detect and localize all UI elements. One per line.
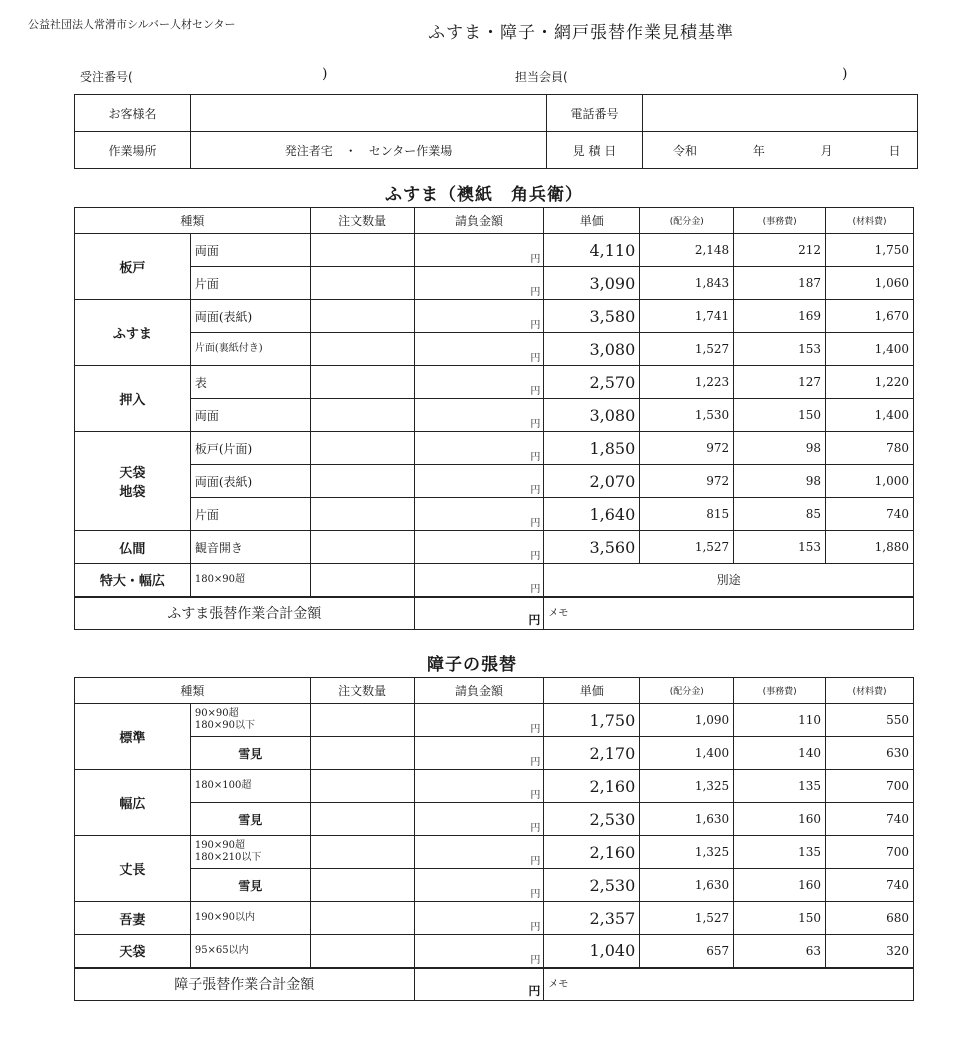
phone-field[interactable] xyxy=(643,95,918,132)
fusuma-section-title: ふすま（襖紙 角兵衛） xyxy=(385,185,583,205)
distribution-value: 657 xyxy=(640,935,734,968)
memo-field[interactable]: メモ xyxy=(544,597,914,630)
material-cost-value: 630 xyxy=(826,737,914,770)
unit-price: 2,160 xyxy=(544,770,640,803)
unit-price: 3,080 xyxy=(544,399,640,432)
variant-label: 両面(表紙) xyxy=(190,465,310,498)
group-label: 板戸 xyxy=(75,234,191,300)
group-label: 吾妻 xyxy=(75,902,191,935)
contract-amount-field[interactable]: 円 xyxy=(414,770,544,803)
variant-label: 片面 xyxy=(190,267,310,300)
unit-price: 2,170 xyxy=(544,737,640,770)
office-fee-value: 140 xyxy=(734,737,826,770)
group-label: 天袋 xyxy=(75,935,191,968)
distribution-value: 1,400 xyxy=(640,737,734,770)
group-label: 押入 xyxy=(75,366,191,432)
contract-amount-field[interactable]: 円 xyxy=(414,564,544,597)
variant-label: 板戸(片面) xyxy=(190,432,310,465)
contract-amount-field[interactable]: 円 xyxy=(414,836,544,869)
office-fee-value: 160 xyxy=(734,869,826,902)
contract-amount-field[interactable]: 円 xyxy=(414,498,544,531)
table-row xyxy=(75,366,914,399)
unit-price: 3,090 xyxy=(544,267,640,300)
shoji-section-title: 障子の張替 xyxy=(427,655,517,675)
quantity-field[interactable] xyxy=(310,531,414,564)
unit-price: 1,750 xyxy=(544,704,640,737)
header-contract-amount: 請負金額 xyxy=(414,208,544,234)
total-row xyxy=(75,968,914,1001)
variant-label: 95×65以内 xyxy=(190,935,310,968)
header-material-cost: (材料費) xyxy=(826,678,914,704)
quantity-field[interactable] xyxy=(310,432,414,465)
contract-amount-field[interactable]: 円 xyxy=(414,300,544,333)
table-row xyxy=(75,498,914,531)
estimate-date-field[interactable]: 令和 年 月 日 xyxy=(643,132,918,169)
table-row xyxy=(75,803,914,836)
material-cost-value: 1,400 xyxy=(826,399,914,432)
header-unit-price: 単価 xyxy=(544,678,640,704)
variant-label: 片面 xyxy=(190,498,310,531)
office-fee-value: 63 xyxy=(734,935,826,968)
material-cost-value: 700 xyxy=(826,770,914,803)
contract-amount-field[interactable]: 円 xyxy=(414,267,544,300)
contract-amount-field[interactable]: 円 xyxy=(414,803,544,836)
order-number-close: ) xyxy=(322,66,328,82)
quantity-field[interactable] xyxy=(310,399,414,432)
quantity-field[interactable] xyxy=(310,803,414,836)
distribution-value: 1,325 xyxy=(640,770,734,803)
distribution-value: 972 xyxy=(640,432,734,465)
header-distribution: (配分金) xyxy=(640,678,734,704)
distribution-value: 1,325 xyxy=(640,836,734,869)
quantity-field[interactable] xyxy=(310,498,414,531)
office-fee-value: 160 xyxy=(734,803,826,836)
quantity-field[interactable] xyxy=(310,333,414,366)
member-close: ) xyxy=(842,66,848,82)
variant-label: 片面(裏紙付き) xyxy=(190,333,310,366)
contract-amount-field[interactable]: 円 xyxy=(414,333,544,366)
material-cost-value: 550 xyxy=(826,704,914,737)
special-row xyxy=(75,564,914,597)
table-row xyxy=(75,531,914,564)
customer-label: お客様名 xyxy=(75,95,191,132)
contract-amount-field[interactable]: 円 xyxy=(414,432,544,465)
material-cost-value: 1,060 xyxy=(826,267,914,300)
organization-name: 公益社団法人常滑市シルバー人材センター xyxy=(28,18,236,31)
variant-label: 90×90超 180×90以下 xyxy=(190,704,310,737)
unit-price: 4,110 xyxy=(544,234,640,267)
quantity-field[interactable] xyxy=(310,300,414,333)
quantity-field[interactable] xyxy=(310,869,414,902)
material-cost-value: 1,400 xyxy=(826,333,914,366)
office-fee-value: 187 xyxy=(734,267,826,300)
variant-label: 190×90超 180×210以下 xyxy=(190,836,310,869)
fusuma-price-table xyxy=(74,207,914,630)
distribution-value: 2,148 xyxy=(640,234,734,267)
customer-info-table xyxy=(74,94,918,169)
office-fee-value: 169 xyxy=(734,300,826,333)
variant-label: 両面 xyxy=(190,399,310,432)
header-contract-amount: 請負金額 xyxy=(414,678,544,704)
contract-amount-field[interactable]: 円 xyxy=(414,234,544,267)
unit-price: 2,570 xyxy=(544,366,640,399)
group-label: 幅広 xyxy=(75,770,191,836)
contract-amount-field[interactable]: 円 xyxy=(414,366,544,399)
header-distribution: (配分金) xyxy=(640,208,734,234)
total-amount-field[interactable]: 円 xyxy=(414,968,544,1001)
unit-price: 3,560 xyxy=(544,531,640,564)
quantity-field[interactable] xyxy=(310,770,414,803)
header-unit-price: 単価 xyxy=(544,208,640,234)
unit-price: 2,530 xyxy=(544,869,640,902)
material-cost-value: 1,220 xyxy=(826,366,914,399)
contract-amount-field[interactable]: 円 xyxy=(414,399,544,432)
quantity-field[interactable] xyxy=(310,935,414,968)
unit-price: 2,070 xyxy=(544,465,640,498)
table-row xyxy=(75,737,914,770)
contract-amount-field[interactable]: 円 xyxy=(414,704,544,737)
variant-label: 両面 xyxy=(190,234,310,267)
total-amount-field[interactable]: 円 xyxy=(414,597,544,630)
office-fee-value: 85 xyxy=(734,498,826,531)
contract-amount-field[interactable]: 円 xyxy=(414,902,544,935)
variant-label: 180×100超 xyxy=(190,770,310,803)
member-label: 担当会員( xyxy=(515,70,568,84)
office-fee-value: 135 xyxy=(734,770,826,803)
header-material-cost: (材料費) xyxy=(826,208,914,234)
variant-label: 表 xyxy=(190,366,310,399)
quantity-field[interactable] xyxy=(310,465,414,498)
distribution-value: 1,527 xyxy=(640,333,734,366)
place-label: 作業場所 xyxy=(75,132,191,169)
office-fee-value: 153 xyxy=(734,333,826,366)
material-cost-value: 740 xyxy=(826,803,914,836)
group-label: 標準 xyxy=(75,704,191,770)
header-office-fee: (事務費) xyxy=(734,678,826,704)
table-row xyxy=(75,902,914,935)
table-row xyxy=(75,267,914,300)
office-fee-value: 98 xyxy=(734,432,826,465)
distribution-value: 1,527 xyxy=(640,531,734,564)
office-fee-value: 135 xyxy=(734,836,826,869)
special-note: 別途 xyxy=(544,564,914,597)
distribution-value: 1,843 xyxy=(640,267,734,300)
unit-price: 1,040 xyxy=(544,935,640,968)
place-value[interactable]: 発注者宅 ・ センター作業場 xyxy=(191,132,547,169)
table-row xyxy=(75,704,914,737)
contract-amount-field[interactable]: 円 xyxy=(414,935,544,968)
order-number-label: 受注番号( xyxy=(80,70,133,84)
table-row xyxy=(75,300,914,333)
phone-label: 電話番号 xyxy=(547,95,643,132)
variant-label: 雪見 xyxy=(190,737,310,770)
estimate-date-label: 見 積 日 xyxy=(547,132,643,169)
total-label: 障子張替作業合計金額 xyxy=(75,968,415,1001)
group-label: 仏間 xyxy=(75,531,191,564)
special-label: 特大・幅広 xyxy=(75,564,191,597)
office-fee-value: 150 xyxy=(734,902,826,935)
header-type: 種類 xyxy=(75,678,311,704)
office-fee-value: 153 xyxy=(734,531,826,564)
quantity-field[interactable] xyxy=(310,836,414,869)
material-cost-value: 1,000 xyxy=(826,465,914,498)
quantity-field[interactable] xyxy=(310,564,414,597)
unit-price: 2,160 xyxy=(544,836,640,869)
contract-amount-field[interactable]: 円 xyxy=(414,531,544,564)
contract-amount-field[interactable]: 円 xyxy=(414,737,544,770)
material-cost-value: 740 xyxy=(826,869,914,902)
total-row xyxy=(75,597,914,630)
table-row xyxy=(75,869,914,902)
variant-label: 観音開き xyxy=(190,531,310,564)
distribution-value: 1,527 xyxy=(640,902,734,935)
special-size: 180×90超 xyxy=(190,564,310,597)
office-fee-value: 212 xyxy=(734,234,826,267)
variant-label: 両面(表紙) xyxy=(190,300,310,333)
material-cost-value: 1,880 xyxy=(826,531,914,564)
customer-name-field[interactable] xyxy=(191,95,547,132)
quantity-field[interactable] xyxy=(310,704,414,737)
total-label: ふすま張替作業合計金額 xyxy=(75,597,415,630)
group-label: 天袋 地袋 xyxy=(75,432,191,531)
contract-amount-field[interactable]: 円 xyxy=(414,465,544,498)
material-cost-value: 780 xyxy=(826,432,914,465)
table-row xyxy=(75,399,914,432)
office-fee-value: 110 xyxy=(734,704,826,737)
table-row xyxy=(75,935,914,968)
unit-price: 3,580 xyxy=(544,300,640,333)
material-cost-value: 700 xyxy=(826,836,914,869)
unit-price: 3,080 xyxy=(544,333,640,366)
unit-price: 2,357 xyxy=(544,902,640,935)
quantity-field[interactable] xyxy=(310,902,414,935)
distribution-value: 1,741 xyxy=(640,300,734,333)
distribution-value: 1,630 xyxy=(640,869,734,902)
variant-label: 190×90以内 xyxy=(190,902,310,935)
document-title: ふすま・障子・網戸張替作業見積基準 xyxy=(428,23,734,43)
office-fee-value: 98 xyxy=(734,465,826,498)
material-cost-value: 740 xyxy=(826,498,914,531)
quantity-field[interactable] xyxy=(310,267,414,300)
distribution-value: 1,090 xyxy=(640,704,734,737)
distribution-value: 815 xyxy=(640,498,734,531)
header-quantity: 注文数量 xyxy=(310,678,414,704)
group-label: 丈長 xyxy=(75,836,191,902)
office-fee-value: 150 xyxy=(734,399,826,432)
memo-field[interactable]: メモ xyxy=(544,968,914,1001)
material-cost-value: 1,670 xyxy=(826,300,914,333)
office-fee-value: 127 xyxy=(734,366,826,399)
material-cost-value: 1,750 xyxy=(826,234,914,267)
table-row xyxy=(75,836,914,869)
unit-price: 1,850 xyxy=(544,432,640,465)
header-quantity: 注文数量 xyxy=(310,208,414,234)
unit-price: 1,640 xyxy=(544,498,640,531)
table-row xyxy=(75,432,914,465)
variant-label: 雪見 xyxy=(190,869,310,902)
group-label: ふすま xyxy=(75,300,191,366)
unit-price: 2,530 xyxy=(544,803,640,836)
table-row xyxy=(75,234,914,267)
header-office-fee: (事務費) xyxy=(734,208,826,234)
quantity-field[interactable] xyxy=(310,737,414,770)
quantity-field[interactable] xyxy=(310,366,414,399)
distribution-value: 1,530 xyxy=(640,399,734,432)
table-row xyxy=(75,770,914,803)
table-row xyxy=(75,465,914,498)
quantity-field[interactable] xyxy=(310,234,414,267)
distribution-value: 1,223 xyxy=(640,366,734,399)
shoji-price-table xyxy=(74,677,914,1001)
variant-label: 雪見 xyxy=(190,803,310,836)
header-type: 種類 xyxy=(75,208,311,234)
contract-amount-field[interactable]: 円 xyxy=(414,869,544,902)
material-cost-value: 320 xyxy=(826,935,914,968)
distribution-value: 1,630 xyxy=(640,803,734,836)
material-cost-value: 680 xyxy=(826,902,914,935)
table-row xyxy=(75,333,914,366)
distribution-value: 972 xyxy=(640,465,734,498)
